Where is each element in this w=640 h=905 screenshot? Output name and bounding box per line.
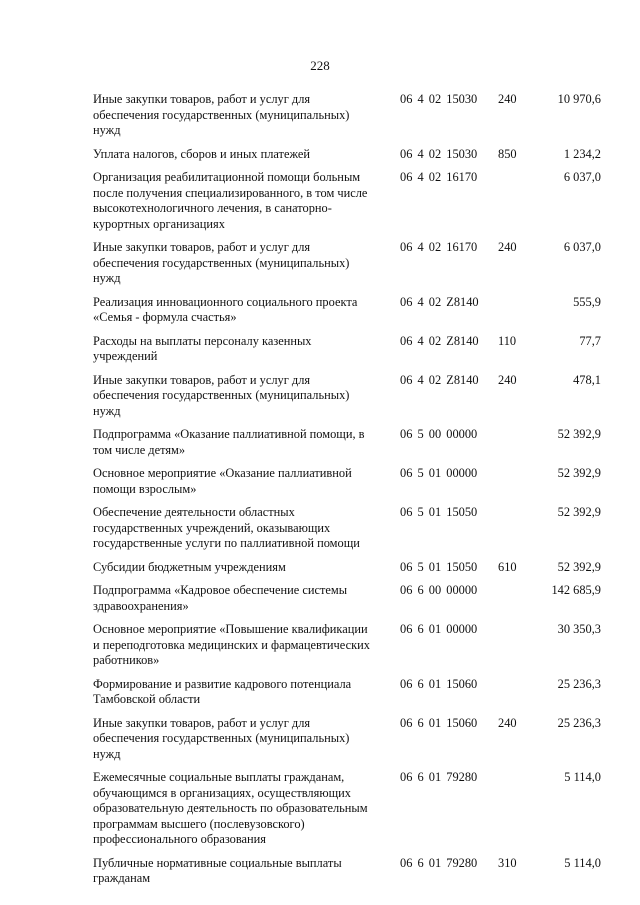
row-code: 06 6 01 00000 xyxy=(400,622,478,636)
page-number: 228 xyxy=(310,58,330,73)
row-code: 06 4 02 15030 xyxy=(400,92,478,106)
row-name: Публичные нормативные социальные выплаты гражданам xyxy=(93,855,342,885)
table-row xyxy=(0,295,640,326)
row-code: 06 4 02 Z8140 xyxy=(400,333,479,348)
row-name: Основное мероприятие «Повышение квалификации и переподготовка медицинских и фармацевтических работников» xyxy=(93,622,370,667)
row-name: Формирование и развитие кадрового потенциала Тамбовской области xyxy=(93,676,352,706)
row-expense-type: 610 xyxy=(498,559,517,574)
row-code: 06 5 00 00000 xyxy=(400,427,478,441)
row-name: Иные закупки товаров, работ и услуг для обеспечения государственных (муниципальных) нужд xyxy=(93,372,350,418)
row-amount: 25 236,3 xyxy=(557,715,601,730)
row-code: 06 5 01 00000 xyxy=(400,466,478,480)
row-amount: 6 037,0 xyxy=(563,240,601,254)
row-expense-type: 310 xyxy=(498,855,517,870)
row-name: Основное мероприятие «Оказание паллиативной помощи взрослым» xyxy=(93,466,352,496)
row-amount: 52 392,9 xyxy=(557,466,601,480)
table-row xyxy=(0,170,640,232)
row-amount: 30 350,3 xyxy=(557,622,601,636)
row-code: 06 4 02 Z8140 xyxy=(400,294,479,309)
row-code: 06 6 00 00000 xyxy=(400,583,478,597)
row-expense-type: 240 xyxy=(498,92,517,106)
row-name: Организация реабилитационной помощи больным после получения специализированного, в том числе высокотехнологичного лечения, в санаторно-курортных организациях xyxy=(93,170,368,231)
row-name: Реализация инновационного социального проекта «Семья - формула счастья» xyxy=(93,294,358,324)
table-row xyxy=(0,147,640,163)
row-name: Подпрограмма «Оказание паллиативной помощи, в том числе детям» xyxy=(93,427,365,457)
row-code: 06 6 01 79280 xyxy=(400,770,478,784)
row-name: Иные закупки товаров, работ и услуг для обеспечения государственных (муниципальных) нужд xyxy=(93,92,350,137)
table-row xyxy=(0,856,640,887)
row-name: Иные закупки товаров, работ и услуг для обеспечения государственных (муниципальных) нужд xyxy=(93,715,350,761)
table-row xyxy=(0,427,640,458)
row-code: 06 6 01 79280 xyxy=(400,855,478,870)
row-expense-type: 110 xyxy=(498,333,517,348)
row-name: Уплата налогов, сборов и иных платежей xyxy=(93,146,311,161)
row-amount: 478,1 xyxy=(573,372,601,387)
row-amount: 25 236,3 xyxy=(557,676,601,691)
table-row xyxy=(0,334,640,365)
table-row xyxy=(0,770,640,848)
row-expense-type: 240 xyxy=(498,372,517,387)
table-row xyxy=(0,716,640,763)
row-code: 06 5 01 15050 xyxy=(400,505,478,519)
table-row xyxy=(0,505,640,552)
row-code: 06 4 02 15030 xyxy=(400,146,478,161)
table-row xyxy=(0,583,640,614)
table-row xyxy=(0,92,640,139)
row-name: Субсидии бюджетным учреждениям xyxy=(93,559,286,574)
row-amount: 142 685,9 xyxy=(551,583,601,597)
table-row xyxy=(0,677,640,708)
row-code: 06 4 02 Z8140 xyxy=(400,372,479,387)
row-amount: 555,9 xyxy=(573,294,601,309)
row-name: Обеспечение деятельности областных государственных учреждений, оказывающих государственные услуги по паллиативной помощи xyxy=(93,505,360,550)
row-amount: 52 392,9 xyxy=(557,559,601,574)
row-name: Ежемесячные социальные выплаты гражданам, обучающимся в организациях, осуществляющих образовательную деятельность по образовательным программам высшего (послевузовского) профессионального образования xyxy=(93,770,368,846)
row-amount: 52 392,9 xyxy=(557,505,601,519)
table-row xyxy=(0,466,640,497)
row-expense-type: 240 xyxy=(498,240,517,254)
row-amount: 5 114,0 xyxy=(564,855,601,870)
row-name: Иные закупки товаров, работ и услуг для обеспечения государственных (муниципальных) нужд xyxy=(93,240,350,285)
row-code: 06 4 02 16170 xyxy=(400,240,478,254)
row-amount: 10 970,6 xyxy=(557,92,601,106)
row-code: 06 6 01 15060 xyxy=(400,676,478,691)
table-row xyxy=(0,622,640,669)
row-expense-type: 850 xyxy=(498,146,517,161)
row-amount: 77,7 xyxy=(579,333,601,348)
row-amount: 1 234,2 xyxy=(563,146,601,161)
row-amount: 52 392,9 xyxy=(557,427,601,441)
table-row xyxy=(0,560,640,576)
row-name: Расходы на выплаты персоналу казенных учреждений xyxy=(93,333,312,363)
table-row xyxy=(0,373,640,420)
row-code: 06 5 01 15050 xyxy=(400,559,478,574)
table-row xyxy=(0,240,640,287)
row-name: Подпрограмма «Кадровое обеспечение системы здравоохранения» xyxy=(93,583,348,613)
row-amount: 5 114,0 xyxy=(564,770,601,784)
row-code: 06 4 02 16170 xyxy=(400,170,478,184)
row-code: 06 6 01 15060 xyxy=(400,715,478,730)
row-amount: 6 037,0 xyxy=(563,170,601,184)
row-expense-type: 240 xyxy=(498,715,517,730)
budget-table xyxy=(0,92,640,895)
